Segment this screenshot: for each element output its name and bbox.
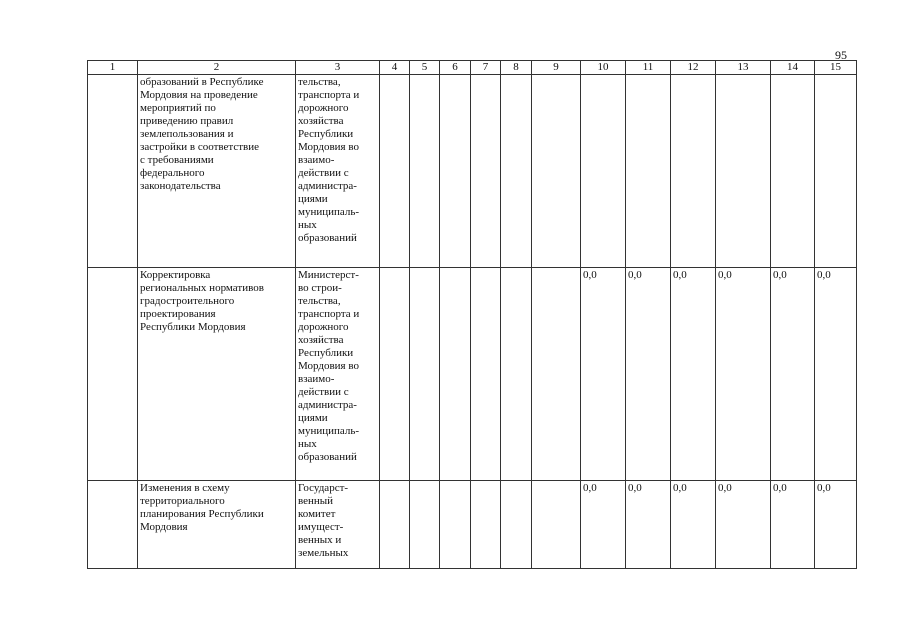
empty-cell bbox=[380, 75, 410, 268]
empty-cell bbox=[410, 481, 440, 569]
value-cell bbox=[581, 75, 626, 268]
empty-cell bbox=[501, 75, 532, 268]
empty-cell bbox=[532, 75, 581, 268]
value-cell: 0,0 bbox=[716, 268, 771, 481]
value-cell: 0,0 bbox=[626, 481, 671, 569]
value-cell bbox=[815, 75, 857, 268]
executor-cell: тельства, транспорта и дорожного хозяйства Республики Мордовия во взаимо- действии с администра- циями муниципаль- ных образований bbox=[296, 75, 380, 268]
empty-cell bbox=[471, 75, 501, 268]
executor-cell: Государст- венный комитет имущест- венных и земельных bbox=[296, 481, 380, 569]
column-header: 3 bbox=[296, 61, 380, 75]
activity-cell: образований в Республике Мордовия на проведение мероприятий по приведению правил землепользования и застройки в соответствие с требованиями федерального законодательства bbox=[138, 75, 296, 268]
executor-cell: Министерст- во строи- тельства, транспорта и дорожного хозяйства Республики Мордовия во взаимо- действии с администра- циями муниципаль- ных образований bbox=[296, 268, 380, 481]
empty-cell bbox=[532, 268, 581, 481]
empty-cell bbox=[440, 268, 471, 481]
column-header: 14 bbox=[771, 61, 815, 75]
value-cell: 0,0 bbox=[815, 481, 857, 569]
column-header: 1 bbox=[88, 61, 138, 75]
activity-cell: Корректировка региональных нормативов градостроительного проектирования Республики Мордовия bbox=[138, 268, 296, 481]
column-header: 6 bbox=[440, 61, 471, 75]
value-cell: 0,0 bbox=[671, 268, 716, 481]
value-cell: 0,0 bbox=[716, 481, 771, 569]
empty-cell bbox=[471, 481, 501, 569]
row-number-cell bbox=[88, 268, 138, 481]
empty-cell bbox=[410, 268, 440, 481]
value-cell bbox=[716, 75, 771, 268]
budget-table bbox=[87, 60, 857, 569]
value-cell bbox=[626, 75, 671, 268]
row-number-cell bbox=[88, 481, 138, 569]
column-header: 11 bbox=[626, 61, 671, 75]
value-cell bbox=[771, 75, 815, 268]
column-number-row bbox=[88, 61, 857, 75]
page-number: 95 bbox=[835, 48, 847, 62]
empty-cell bbox=[532, 481, 581, 569]
column-header: 13 bbox=[716, 61, 771, 75]
value-cell: 0,0 bbox=[815, 268, 857, 481]
column-header: 10 bbox=[581, 61, 626, 75]
table-row bbox=[88, 75, 857, 268]
value-cell: 0,0 bbox=[581, 268, 626, 481]
table-row bbox=[88, 268, 857, 481]
column-header: 2 bbox=[138, 61, 296, 75]
activity-cell: Изменения в схему территориального планирования Республики Мордовия bbox=[138, 481, 296, 569]
column-header: 15 bbox=[815, 61, 857, 75]
empty-cell bbox=[501, 481, 532, 569]
row-number-cell bbox=[88, 75, 138, 268]
empty-cell bbox=[440, 75, 471, 268]
empty-cell bbox=[380, 481, 410, 569]
empty-cell bbox=[380, 268, 410, 481]
column-header: 12 bbox=[671, 61, 716, 75]
table-row bbox=[88, 481, 857, 569]
column-header: 7 bbox=[471, 61, 501, 75]
column-header: 5 bbox=[410, 61, 440, 75]
value-cell: 0,0 bbox=[581, 481, 626, 569]
column-header: 8 bbox=[501, 61, 532, 75]
empty-cell bbox=[501, 268, 532, 481]
value-cell: 0,0 bbox=[771, 481, 815, 569]
value-cell bbox=[671, 75, 716, 268]
empty-cell bbox=[471, 268, 501, 481]
value-cell: 0,0 bbox=[671, 481, 716, 569]
value-cell: 0,0 bbox=[626, 268, 671, 481]
empty-cell bbox=[440, 481, 471, 569]
value-cell: 0,0 bbox=[771, 268, 815, 481]
column-header: 4 bbox=[380, 61, 410, 75]
empty-cell bbox=[410, 75, 440, 268]
column-header: 9 bbox=[532, 61, 581, 75]
